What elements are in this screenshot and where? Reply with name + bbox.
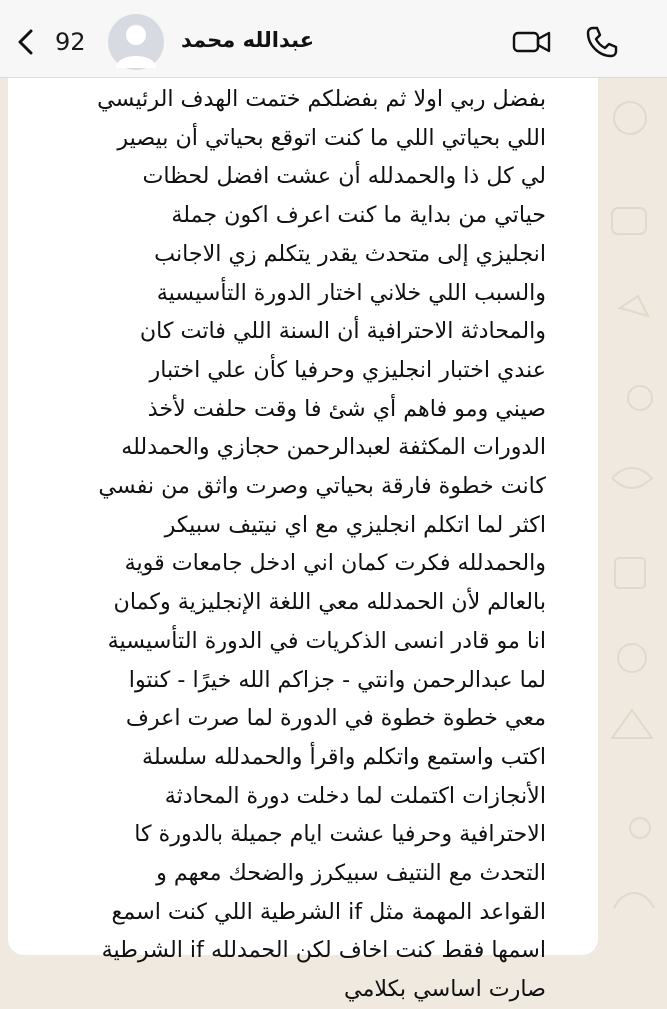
message-line: معي خطوة خطوة في الدورة لما صرت اعرف xyxy=(125,705,546,732)
message-bubble[interactable] xyxy=(8,78,598,1003)
avatar[interactable] xyxy=(108,14,164,70)
message-line: انجليزي إلى متحدث يقدر يتكلم زي الاجانب xyxy=(154,240,546,267)
message-line: التحدث مع النتيف سبيكرز والضحك معهم و xyxy=(156,860,546,887)
message-line: والسبب اللي خلاني اختار الدورة التأسيسية xyxy=(156,279,546,306)
avatar-placeholder-icon xyxy=(108,14,164,70)
message-line: لما عبدالرحمن وانتي - جزاكم الله خيرًا - كنتوا xyxy=(128,666,546,693)
chevron-left-icon xyxy=(14,28,38,56)
message-line: صيني ومو فاهم أي شئ فا وقت حلفت لأخذ xyxy=(147,395,546,422)
chat-area[interactable] xyxy=(0,78,667,1003)
chat-header xyxy=(0,0,667,78)
message-line: عندي اختبار انجليزي وحرفيا كأن علي اختبار xyxy=(149,356,546,383)
message-line: اكتب واستمع واتكلم واقرأ والحمدلله سلسلة xyxy=(142,743,546,770)
message-line: الدورات المكثفة لعبدالرحمن حجازي والحمدلله xyxy=(121,434,546,461)
video-call-icon[interactable] xyxy=(512,25,552,57)
back-button[interactable] xyxy=(14,24,38,60)
message-line: انا مو قادر انسى الذكريات في الدورة التأسيسية xyxy=(107,627,546,654)
message-line: لي كل ذا والحمدلله أن عشت افضل لحظات xyxy=(142,163,546,190)
message-line: والمحادثة الاحترافية أن السنة اللي فاتت كان xyxy=(139,318,546,345)
message-line: الأنجازات اكتملت لما دخلت دورة المحادثة xyxy=(164,782,546,809)
message-line: بفضل ربي اولا ثم بفضلكم ختمت الهدف الرئيسي xyxy=(97,86,546,112)
unread-count[interactable]: 92 xyxy=(55,28,86,56)
message-line: صارت اساسي بكلامي xyxy=(344,976,546,1003)
message-line: بالعالم لأن الحمدلله معي اللغة الإنجليزية وكمان xyxy=(113,589,546,616)
message-line: اللي بحياتي اللي ما كنت اتوقع بحياتي أن بيصير xyxy=(117,124,546,151)
contact-name[interactable]: عبدالله محمد xyxy=(180,28,315,52)
message-line: اكثر لما اتكلم انجليزي مع اي نيتيف سبيكر xyxy=(164,511,546,538)
message-line: القواعد المهمة مثل if الشرطية اللي كنت اسمع xyxy=(111,898,546,925)
message-line: اسمها فقط كنت اخاف لكن الحمدلله if الشرطية xyxy=(101,937,546,964)
message-text xyxy=(30,80,546,1009)
message-line: والحمدلله فكرت كمان اني ادخل جامعات قوية xyxy=(124,550,546,577)
message-line: حياتي من بداية ما كنت اعرف اكون جملة xyxy=(171,202,546,229)
phone-icon[interactable] xyxy=(585,25,621,59)
message-line: كانت خطوة فارقة بحياتي وصرت واثق من نفسي xyxy=(98,473,546,500)
message-line: الاحترافية وحرفيا عشت ايام جميلة بالدورة كا xyxy=(134,821,546,848)
